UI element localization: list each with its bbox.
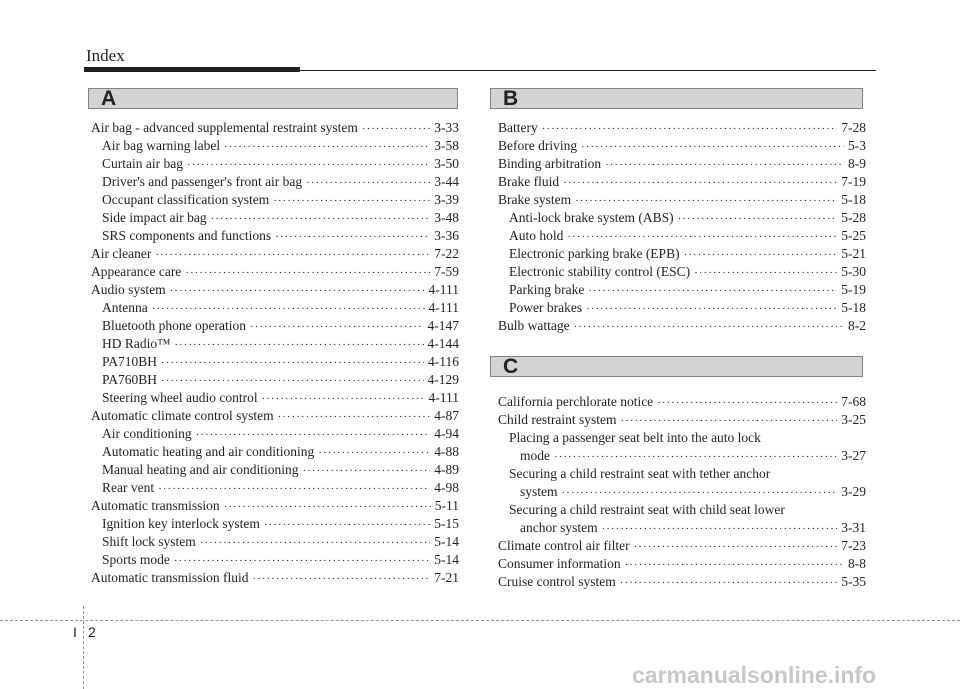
index-page-ref: 4-111: [428, 282, 459, 297]
leader-dots: [224, 498, 431, 516]
index-page-ref: 3-33: [434, 120, 459, 135]
leader-dots: [625, 556, 844, 574]
leader-dots: [581, 138, 844, 156]
index-subentry: [498, 245, 866, 263]
index-page-ref: 7-23: [841, 538, 866, 553]
index-entry-text: Climate control air filter: [498, 538, 630, 553]
index-subentry: [91, 299, 459, 317]
index-page-ref: 7-22: [434, 246, 459, 261]
leader-dots: [262, 390, 425, 408]
footer-section-letter: I: [73, 624, 77, 640]
index-page-ref: 5-30: [841, 264, 866, 279]
index-page-ref: 3-58: [434, 138, 459, 153]
index-entry: [498, 465, 866, 501]
index-entry-continuation: [509, 519, 866, 537]
index-entry: [91, 497, 459, 515]
index-entry-text: Child restraint system: [498, 412, 617, 427]
footer-vertical-dashed-rule: [83, 606, 84, 689]
leader-dots: [264, 516, 430, 534]
leader-dots: [250, 318, 424, 336]
index-entry-text: Automatic climate control system: [91, 408, 274, 423]
section-letter-a: A: [101, 87, 117, 110]
index-page-ref: 4-116: [428, 354, 459, 369]
index-entry-text: HD Radio™: [102, 336, 171, 351]
index-page-ref: 5-35: [841, 574, 866, 589]
index-entry-text: Electronic stability control (ESC): [509, 264, 691, 279]
index-entry-text: Power brakes: [509, 300, 583, 315]
index-entry: [91, 263, 459, 281]
index-page-ref: 3-50: [434, 156, 459, 171]
index-subentry: [91, 209, 459, 227]
index-entry: [91, 245, 459, 263]
index-entry-text: Anti-lock brake system (ABS): [509, 210, 674, 225]
index-page-ref: 3-29: [841, 484, 866, 499]
leader-dots: [684, 246, 838, 264]
leader-dots: [185, 264, 430, 282]
index-subentry: [91, 227, 459, 245]
index-subentry: [91, 155, 459, 173]
index-entry-text: PA760BH: [102, 372, 158, 387]
index-entry: [91, 569, 459, 587]
leader-dots: [170, 282, 425, 300]
index-page-ref: 5-14: [434, 552, 459, 567]
index-subentry: [498, 299, 866, 317]
index-entry-text: Before driving: [498, 138, 578, 153]
section-letter-c: C: [503, 355, 519, 378]
index-page-ref: 5-11: [434, 498, 459, 513]
index-entry-text: Parking brake: [509, 282, 585, 297]
index-page-ref: 7-59: [434, 264, 459, 279]
index-entry-text: Ignition key interlock system: [102, 516, 260, 531]
index-entry-text: Air cleaner: [91, 246, 152, 261]
index-page-ref: 3-36: [434, 228, 459, 243]
index-entry-text: Consumer information: [498, 556, 621, 571]
leader-dots: [278, 408, 431, 426]
index-page-ref: 7-28: [841, 120, 866, 135]
index-entry-continuation: [509, 483, 866, 501]
leader-dots: [620, 574, 838, 592]
index-entry-text: Cruise control system: [498, 574, 616, 589]
leader-dots: [187, 156, 430, 174]
index-page-ref: 8-8: [848, 556, 866, 571]
leader-dots: [567, 228, 837, 246]
leader-dots: [306, 174, 430, 192]
index-entry-text: California perchlorate notice: [498, 394, 654, 409]
index-page-ref: 4-111: [428, 300, 459, 315]
index-entry-continuation: [509, 447, 866, 465]
index-entry-text: Air bag - advanced supplemental restraint system: [91, 120, 358, 135]
index-entry-text: Binding arbitration: [498, 156, 602, 171]
index-page-ref: 3-31: [841, 520, 866, 535]
index-subentry: [91, 479, 459, 497]
leader-dots: [602, 520, 838, 538]
leader-dots: [200, 534, 431, 552]
index-entry-text: Brake system: [498, 192, 572, 207]
index-column-a: [91, 119, 459, 587]
index-entry: [91, 407, 459, 425]
index-entry: [498, 119, 866, 137]
index-entry-text: Audio system: [91, 282, 166, 297]
index-page-ref: 4-89: [434, 462, 459, 477]
index-entry-text: Air conditioning: [102, 426, 192, 441]
index-page-ref: 3-44: [434, 174, 459, 189]
index-page-ref: 7-21: [434, 570, 459, 585]
index-column-b: [498, 119, 866, 335]
leader-dots: [563, 174, 837, 192]
index-entry: [498, 411, 866, 429]
index-entry-text: Brake fluid: [498, 174, 560, 189]
index-subentry: [91, 335, 459, 353]
leader-dots: [174, 336, 423, 354]
header-rule-thin: [84, 70, 876, 71]
index-page-ref: 3-48: [434, 210, 459, 225]
index-subentry: [91, 515, 459, 533]
leader-dots: [224, 138, 430, 156]
index-entry: [91, 119, 459, 137]
index-page-ref: 4-144: [427, 336, 459, 351]
index-subentry: [498, 209, 866, 227]
index-subentry: [91, 317, 459, 335]
leader-dots: [211, 210, 431, 228]
index-page-ref: 4-111: [428, 390, 459, 405]
index-entry-text: Auto hold: [509, 228, 564, 243]
index-entry-text: Shift lock system: [102, 534, 196, 549]
index-entry: [498, 429, 866, 465]
index-entry: [498, 393, 866, 411]
index-subentry: [91, 137, 459, 155]
leader-dots: [694, 264, 837, 282]
leader-dots: [302, 462, 430, 480]
index-entry-text: Curtain air bag: [102, 156, 183, 171]
index-entry-text-continued: mode: [520, 448, 550, 463]
index-entry-text: Manual heating and air conditioning: [102, 462, 299, 477]
leader-dots: [275, 228, 430, 246]
leader-dots: [362, 120, 430, 138]
leader-dots: [574, 318, 844, 336]
index-entry-text: Driver's and passenger's front air bag: [102, 174, 303, 189]
index-entry-text: Appearance care: [91, 264, 182, 279]
leader-dots: [575, 192, 837, 210]
index-entry-text-continued: anchor system: [520, 520, 598, 535]
leader-dots: [588, 282, 837, 300]
section-header-a: [88, 88, 458, 109]
index-entry-text: Steering wheel audio control: [102, 390, 258, 405]
index-entry: [498, 137, 866, 155]
index-entry: [498, 191, 866, 209]
index-subentry: [91, 371, 459, 389]
index-subentry: [498, 281, 866, 299]
watermark: carmanualsonline.info: [632, 662, 877, 688]
index-page-ref: 4-87: [434, 408, 459, 423]
index-subentry: [91, 461, 459, 479]
index-page-ref: 5-21: [841, 246, 866, 261]
index-entry-text: Sports mode: [102, 552, 170, 567]
leader-dots: [174, 552, 430, 570]
index-subentry: [91, 173, 459, 191]
index-subentry: [91, 191, 459, 209]
index-entry-text: Securing a child restraint seat with child seat lower: [509, 502, 785, 517]
index-page-ref: 7-19: [841, 174, 866, 189]
leader-dots: [562, 484, 838, 502]
footer-page-number: 2: [88, 624, 96, 640]
leader-dots: [586, 300, 837, 318]
leader-dots: [605, 156, 844, 174]
index-entry-text: Battery: [498, 120, 538, 135]
index-page-ref: 3-39: [434, 192, 459, 207]
index-page-ref: 3-27: [841, 448, 866, 463]
index-page-ref: 5-15: [434, 516, 459, 531]
index-entry-text: PA710BH: [102, 354, 158, 369]
index-page-ref: 5-28: [841, 210, 866, 225]
index-entry: [498, 155, 866, 173]
index-entry-text: Side impact air bag: [102, 210, 207, 225]
index-entry: [91, 281, 459, 299]
index-page-ref: 5-14: [434, 534, 459, 549]
index-page-ref: 5-25: [841, 228, 866, 243]
leader-dots: [542, 120, 838, 138]
index-entry: [498, 317, 866, 335]
leader-dots: [161, 372, 423, 390]
index-entry-text-continued: system: [520, 484, 558, 499]
index-entry-text: Automatic transmission fluid: [91, 570, 249, 585]
section-header-b: [490, 88, 863, 109]
leader-dots: [634, 538, 838, 556]
index-page-ref: 5-3: [848, 138, 866, 153]
index-page-ref: 5-19: [841, 282, 866, 297]
index-subentry: [91, 353, 459, 371]
leader-dots: [253, 570, 431, 588]
index-subentry: [91, 533, 459, 551]
index-entry-text: Antenna: [102, 300, 148, 315]
index-entry: [498, 537, 866, 555]
index-page-ref: 8-9: [848, 156, 866, 171]
index-page-ref: 4-129: [427, 372, 459, 387]
leader-dots: [657, 394, 837, 412]
page-title: Index: [86, 46, 125, 65]
leader-dots: [621, 412, 838, 430]
index-entry-text: Electronic parking brake (EPB): [509, 246, 680, 261]
index-entry: [498, 555, 866, 573]
index-page-ref: 3-25: [841, 412, 866, 427]
footer-dashed-rule: [0, 620, 960, 621]
index-page-ref: 4-98: [434, 480, 459, 495]
index-page-ref: 4-94: [434, 426, 459, 441]
leader-dots: [678, 210, 838, 228]
index-entry-text: Air bag warning label: [102, 138, 221, 153]
leader-dots: [158, 480, 430, 498]
index-entry: [498, 573, 866, 591]
index-column-c: [498, 393, 866, 591]
index-entry-text: Rear vent: [102, 480, 155, 495]
index-page-ref: 4-88: [434, 444, 459, 459]
index-subentry: [91, 551, 459, 569]
section-letter-b: B: [503, 87, 519, 110]
leader-dots: [554, 448, 837, 466]
index-page-ref: 8-2: [848, 318, 866, 333]
index-entry-text: Bulb wattage: [498, 318, 570, 333]
section-header-c: [490, 356, 863, 377]
leader-dots: [155, 246, 430, 264]
leader-dots: [196, 426, 431, 444]
index-subentry: [91, 443, 459, 461]
index-page-ref: 5-18: [841, 300, 866, 315]
leader-dots: [273, 192, 430, 210]
index-entry: [498, 501, 866, 537]
index-entry-text: Securing a child restraint seat with tether anchor: [509, 466, 771, 481]
index-entry-text: Automatic transmission: [91, 498, 220, 513]
index-entry-text: Bluetooth phone operation: [102, 318, 246, 333]
index-entry: [498, 173, 866, 191]
index-entry-text: Occupant classification system: [102, 192, 270, 207]
leader-dots: [318, 444, 430, 462]
leader-dots: [152, 300, 425, 318]
index-page-ref: 7-68: [841, 394, 866, 409]
index-entry-text: SRS components and functions: [102, 228, 272, 243]
index-subentry: [498, 227, 866, 245]
index-subentry: [91, 425, 459, 443]
index-subentry: [91, 389, 459, 407]
index-subentry: [498, 263, 866, 281]
index-entry-text: Automatic heating and air conditioning: [102, 444, 315, 459]
index-page-ref: 5-18: [841, 192, 866, 207]
leader-dots: [161, 354, 424, 372]
index-page-ref: 4-147: [427, 318, 459, 333]
index-entry-text: Placing a passenger seat belt into the auto lock: [509, 430, 761, 445]
